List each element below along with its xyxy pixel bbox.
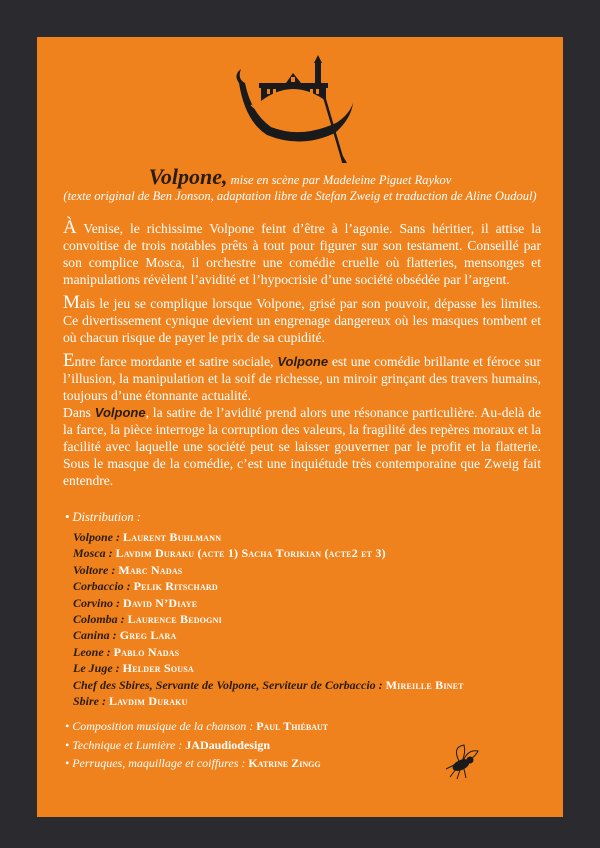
cast-role: Canina : [73,628,120,643]
title-block [37,164,563,204]
cast-actor: Helder Sousa [122,661,194,676]
cast-actor: Laurence Bedogni [127,612,222,627]
cast-actor: Marc Nadas [118,562,183,577]
cast-list [73,529,545,709]
credit-row [65,717,545,736]
credit-label: • Technique et Lumière : [65,737,186,752]
play-title-emphasis: Volpone [94,405,146,420]
drop-cap: À [63,217,77,238]
paragraph-text: Venise, le richissime Volpone feint d’être à l’agonie. Sans héritier, il attise la convoitise de trois notables prêts à tout pour figurer sur son testament. Conseillé par son complice Mosca, il orchestre une comédie cruelle où flatteries, mensonges et manipulations révèlent l’avidité et l’hypocrisie d’une société obsédée par l’argent. [63,221,541,287]
credit-value: Paul Thiébaut [256,719,329,734]
paragraph-3 [63,350,542,404]
paragraph-text: , la satire de l’avidité prend alors une résonance particulière. Au-delà de la farce, la pièce interroge la corruption des valeurs, la fragilité des repères moraux et la facilité avec laquelle une société peut se laisser gouverner par le profit et la flatterie. Sous le masque de la comédie, c’est une inquiétude très contemporaine que Zweig fait entendre. [63,405,541,488]
cast-role: Le Juge : [73,661,123,676]
cast-row [73,595,545,611]
cast-row [73,693,545,709]
credit-value: JADaudiodesign [185,737,270,752]
cast-actor: Lavdim Duraku [109,694,188,709]
cast-actor: Laurent Buhlmann [123,530,222,544]
cast-row [73,660,545,676]
director-byline: mise en scène par Madeleine Piguet Raykov [227,173,452,187]
drop-cap: M [63,292,80,313]
cast-row [73,677,545,693]
cast-row [73,627,545,643]
paragraph-4 [63,404,541,489]
cast-actor: Greg Lara [119,628,177,643]
cast-role: Colomba : [73,612,128,627]
synopsis [63,217,542,496]
credit-label: • Composition musique de la chanson : [65,719,257,734]
paragraph-text: est une comédie brillante et féroce sur l’illusion, la manipulation et la soif de richesse, un miroir grinçant des travers humains, toujours d’une étonnante actualité. [63,354,542,403]
cast-row [73,578,545,594]
cast-role: Chef des Sbires, Servante de Volpone, Serviteur de Corbaccio : [73,677,386,692]
cast-role: Sbire : [73,694,109,709]
play-title-emphasis: Volpone [277,354,329,369]
cast-row [73,529,545,545]
cast-row [73,611,545,627]
cast-row [73,644,545,660]
gondola-rialto-bridge-icon [231,53,361,163]
paragraph-text: ntre farce mordante et satire sociale, [74,354,278,369]
credit-label: • Perruques, maquillage et coiffures : [65,756,249,771]
cast-role: Corbaccio : [73,579,134,594]
cast-role: Corvino : [73,595,124,610]
cast-role: Leone : [73,644,114,659]
credits-subtitle: (texte original de Ben Jonson, adaptation libre de Stefan Zweig et traduction de Aline Oudoul) [63,189,537,203]
play-title-text: Volpone, [148,164,228,189]
cast-actor: David N’Diaye [123,595,198,610]
paragraph-text: ais le jeu se complique lorsque Volpone, grisé par son pouvoir, dépasse les limites. Ce divertissement cynique devient un engrenage dangereux où les masques tombent et où chacun risque de payer le prix de sa cupidité. [63,296,541,345]
drop-cap: E [63,350,75,371]
cast-actor: Pelik Ritschard [133,579,218,594]
fly-icon [444,743,484,781]
credit-value: Katrine Zingg [248,756,321,771]
cast-row [73,545,545,561]
paragraph-1 [63,217,541,288]
paragraph-2 [63,292,541,346]
poster-sheet [37,37,563,817]
cast-role: Mosca : [73,546,116,561]
cast-row [73,562,545,578]
cast-role: Volpone : [73,530,124,544]
cast-actor: Lavdim Duraku (acte 1) Sacha Torikian (acte2 et 3) [115,546,386,561]
distribution-label: • Distribution : [65,510,141,524]
play-title [148,164,228,189]
title-line [37,164,563,189]
cast-actor: Pablo Nadas [113,644,180,659]
paragraph-text: Dans [63,405,95,420]
cast-actor: Mireille Binet [385,677,464,692]
cast-role: Voltore : [73,562,119,577]
credits [65,509,545,773]
